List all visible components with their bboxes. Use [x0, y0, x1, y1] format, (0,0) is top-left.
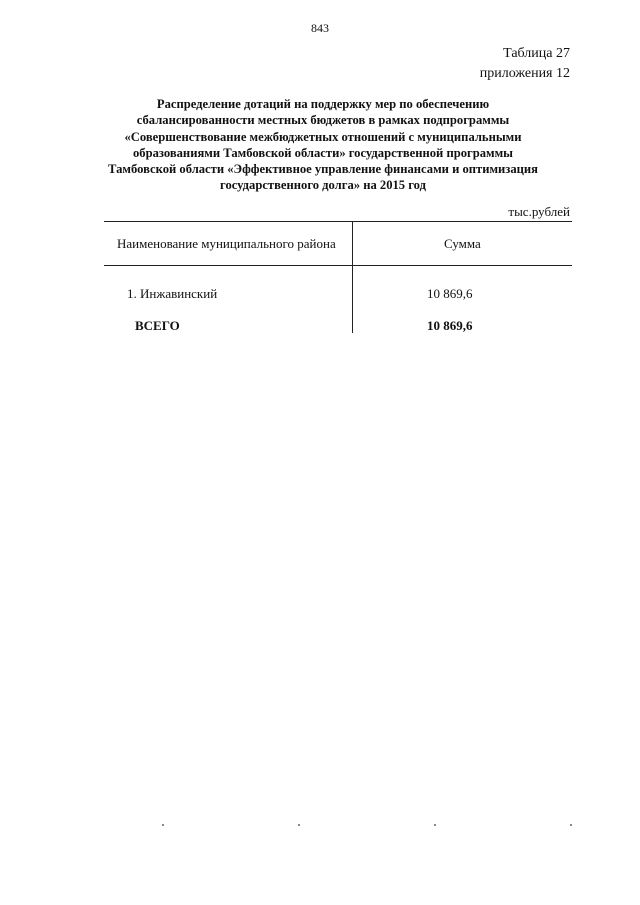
header-district-name: Наименование муниципального района: [117, 236, 336, 251]
row-sum: 10 869,6: [427, 286, 473, 301]
table-reference: [480, 44, 570, 84]
title-line: государственного долга» на 2015 год: [220, 178, 426, 193]
title-line: Тамбовской области «Эффективное управление финансами и оптимизация: [108, 162, 538, 177]
document-title: [96, 96, 550, 194]
scan-speck: [434, 824, 436, 826]
table-column-divider: [352, 221, 353, 333]
table-header-rule: [104, 265, 572, 266]
total-sum: 10 869,6: [427, 318, 473, 333]
title-line: «Совершенствование межбюджетных отношений с муниципальными: [124, 129, 522, 144]
header-sum: Сумма: [444, 236, 481, 251]
table-number: Таблица 27: [503, 46, 570, 61]
scan-speck: [570, 824, 572, 826]
scan-speck: [162, 824, 164, 826]
title-line: сбалансированности местных бюджетов в рамках подпрограммы: [136, 113, 510, 128]
title-line: образованиями Тамбовской области» государственной программы: [132, 145, 514, 160]
title-line: Распределение дотаций на поддержку мер по обеспечению: [156, 97, 490, 111]
total-label: ВСЕГО: [135, 318, 180, 333]
table-top-rule: [104, 221, 572, 222]
row-district-name: 1. Инжавинский: [127, 286, 218, 301]
units-label: тыс.рублей: [508, 204, 570, 219]
appendix-reference: приложения 12: [479, 66, 570, 81]
page-number: 843: [311, 21, 329, 35]
scan-speck: [298, 824, 300, 826]
